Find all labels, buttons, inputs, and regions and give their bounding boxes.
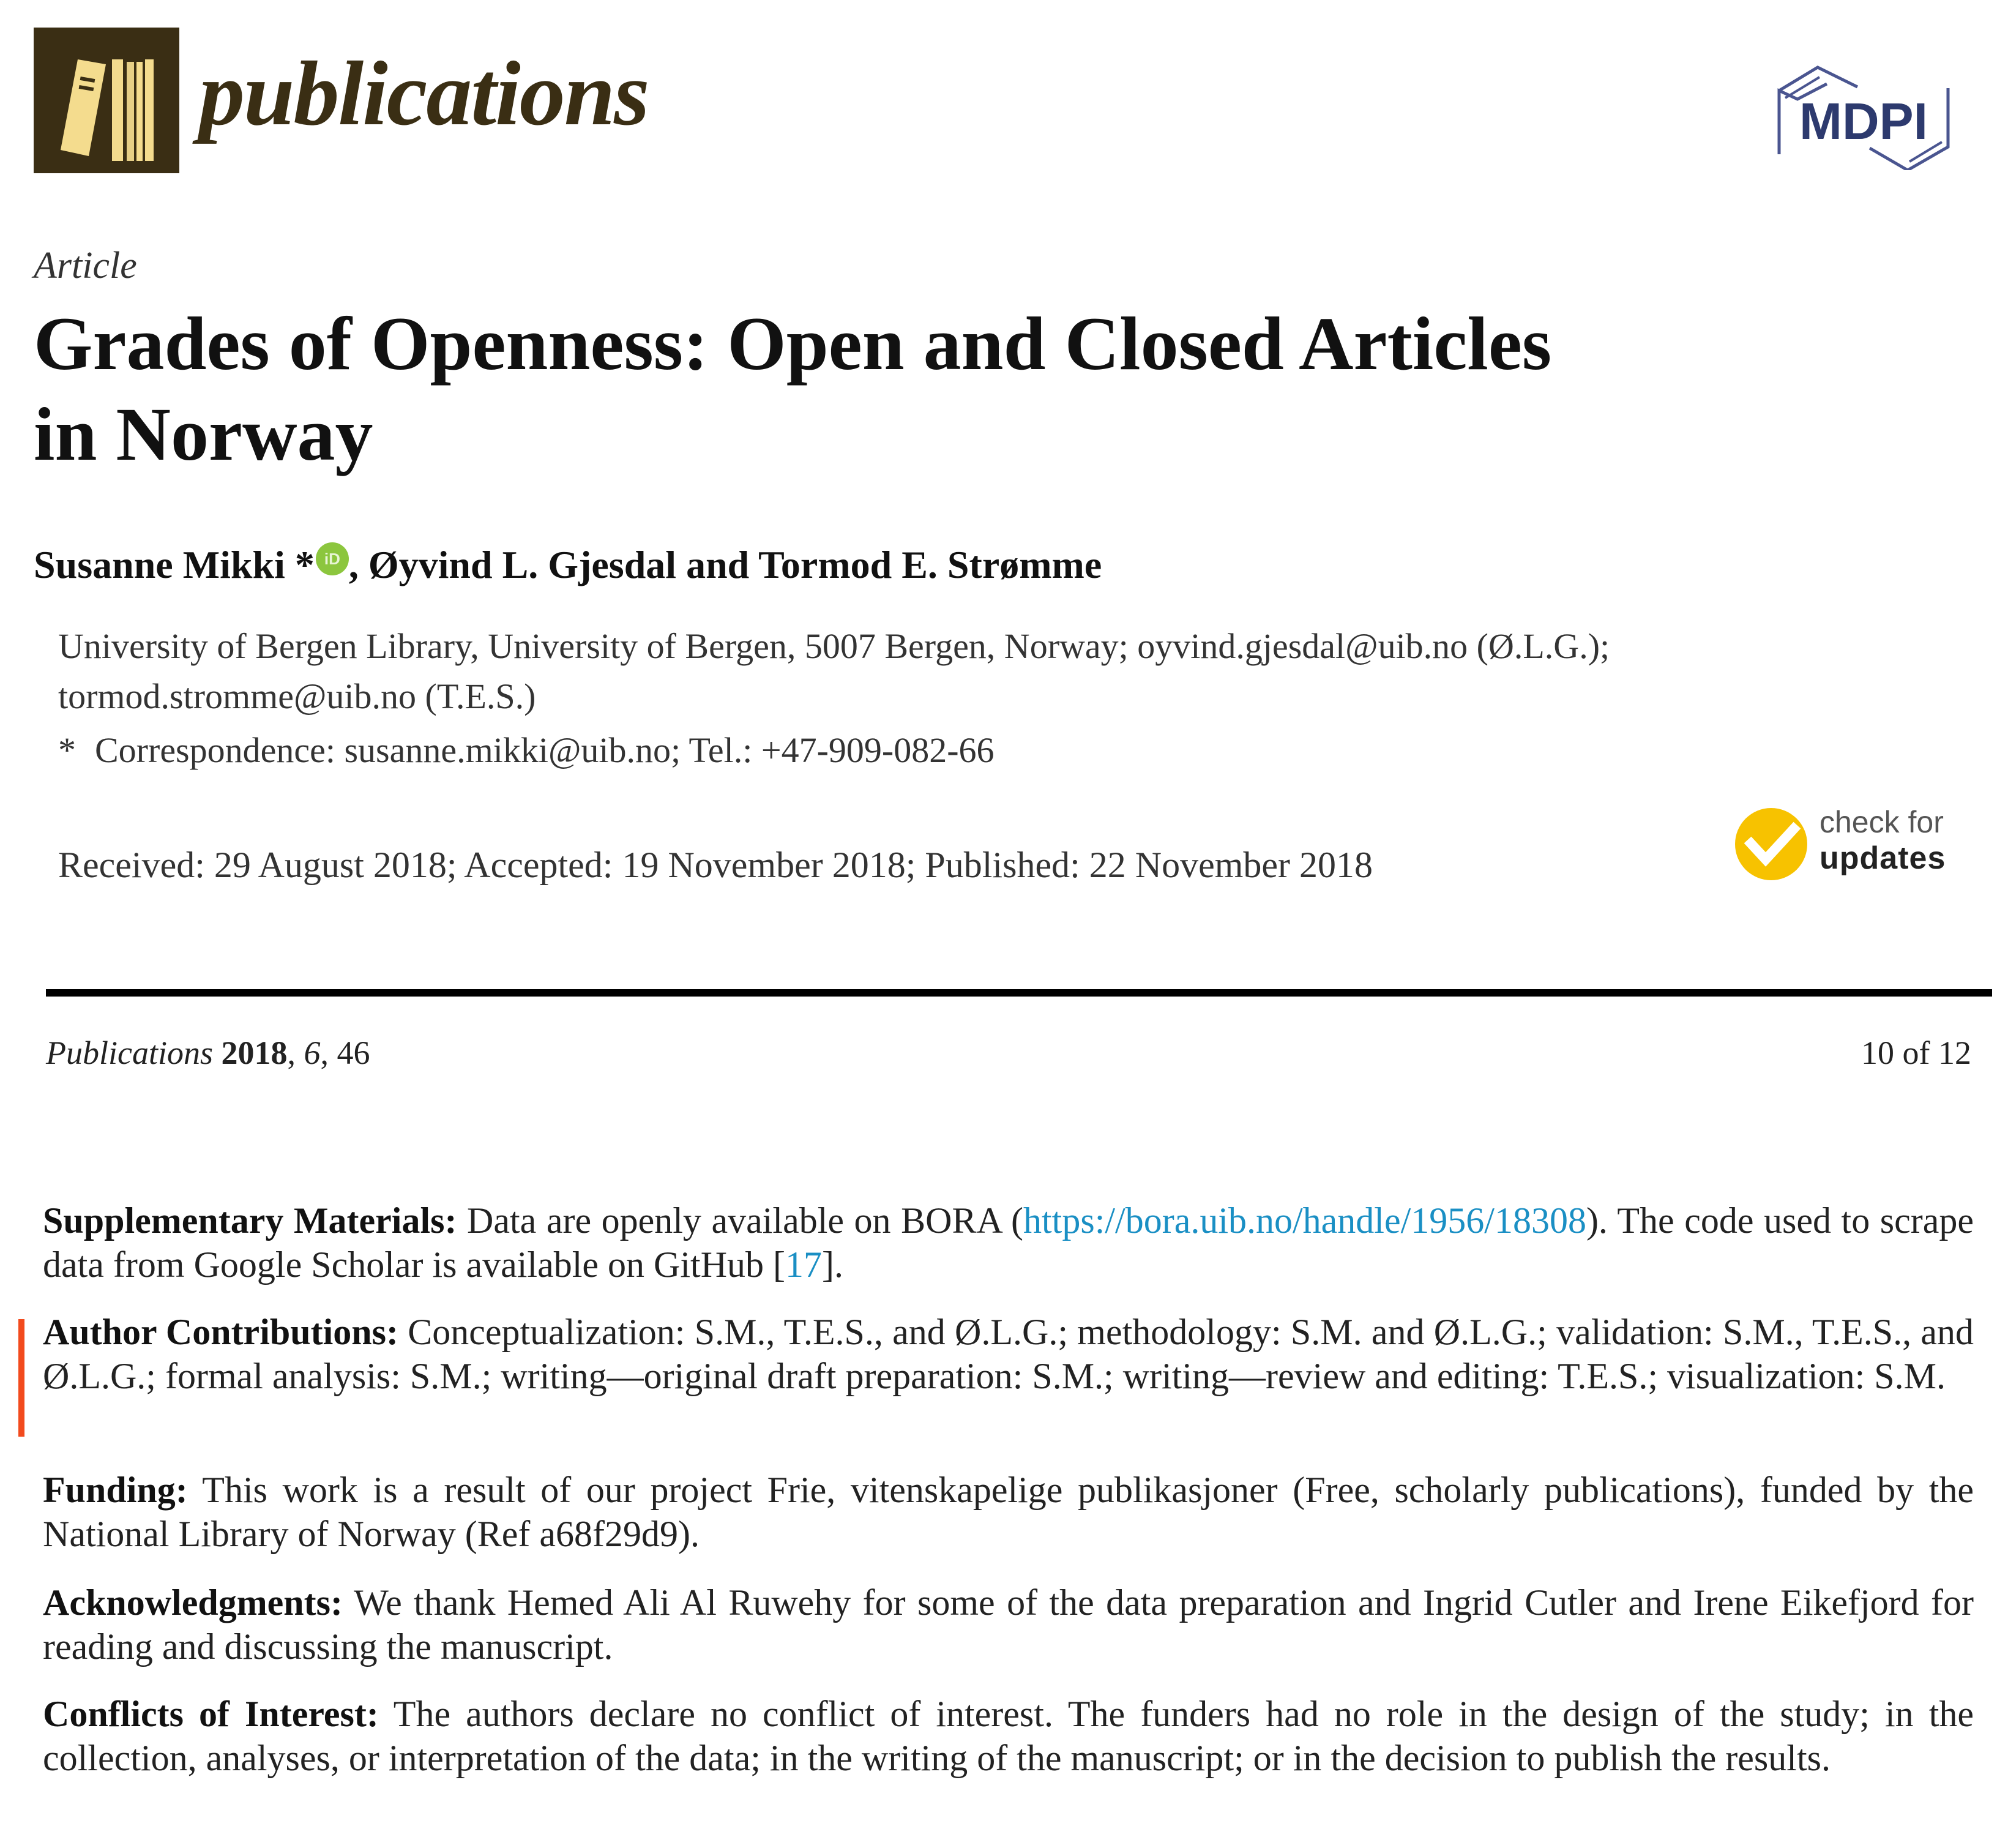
section-text: ). The code used to scrape data from Google Scholar is available on GitHub [ (43, 1200, 1974, 1285)
affiliation (58, 621, 1968, 722)
section-label: Acknowledgments: (43, 1582, 343, 1623)
conflicts-of-interest-section (43, 1692, 1974, 1780)
section-text: ]. (822, 1244, 843, 1285)
section-label: Author Contributions: (43, 1312, 398, 1352)
corresponding-author-mark: * (294, 543, 315, 586)
correspondence-text: Correspondence: susanne.mikki@uib.no; Tel.: +47-909-082-66 (95, 730, 995, 770)
journal-name: publications (199, 43, 649, 144)
section-text: Data are openly available on BORA ( (457, 1200, 1024, 1241)
journal-abbrev: Publications (46, 1034, 213, 1071)
page-number: 10 of 12 (1861, 1034, 1971, 1071)
section-label: Funding: (43, 1470, 188, 1510)
svg-text:MDPI: MDPI (1799, 92, 1928, 150)
bora-link[interactable]: https://bora.uib.no/handle/1956/18308 (1023, 1200, 1586, 1241)
section-text: We thank Hemed Ali Al Ruwehy for some of the data preparation and Ingrid Cutler and Irene Eikefjord for reading and discussing the manuscript. (43, 1582, 1974, 1667)
correspondence (58, 725, 995, 776)
section-label: Conflicts of Interest: (43, 1694, 379, 1734)
journal-logo-icon (34, 28, 179, 173)
section-label: Supplementary Materials: (43, 1200, 457, 1241)
article-type: Article (34, 245, 137, 286)
page-divider (46, 989, 1992, 997)
section-text: This work is a result of our project Frie, vitenskapelige publikasjoner (Free, scholarly publications), funded by the National Library of Norway (Ref a68f29d9). (43, 1470, 1974, 1554)
check-for-updates-button[interactable] (1735, 802, 1961, 888)
supplementary-materials-section (43, 1199, 1974, 1287)
affiliation-line-2: tormod.stromme@uib.no (T.E.S.) (58, 676, 536, 716)
orcid-icon[interactable]: iD (316, 542, 349, 575)
author-contributions-section (43, 1310, 1974, 1398)
section-text: Conceptualization: S.M., T.E.S., and Ø.L.G.; methodology: S.M. and Ø.L.G.; validation: S.M., T.E.S., and Ø.L.G.; formal analysis: S.M.; writing—original draft preparation: S.M.; writing—review and editing: T.E.S.; visualization: S.M. (43, 1312, 1974, 1396)
title-line-1: Grades of Openness: Open and Closed Articles (34, 302, 1552, 386)
updates-label: updates (1820, 840, 1946, 876)
author-name[interactable]: Susanne Mikki (34, 543, 285, 586)
other-authors: , Øyvind L. Gjesdal and Tormod E. Strømme (348, 543, 1102, 586)
title-line-2: in Norway (34, 392, 373, 476)
check-for-label: check for (1820, 805, 1944, 839)
author-list (34, 542, 1102, 589)
checkmark-icon (1735, 808, 1807, 880)
running-head: Publications 2018, 6, 46 (46, 1034, 370, 1071)
funding-section (43, 1468, 1974, 1556)
volume: 6 (304, 1034, 321, 1071)
correspondence-mark: * (58, 730, 76, 770)
mdpi-logo-icon (1772, 50, 1955, 170)
acknowledgments-section (43, 1581, 1974, 1669)
publication-dates: Received: 29 August 2018; Accepted: 19 November 2018; Published: 22 November 2018 (58, 845, 1373, 885)
article-number: 46 (337, 1034, 370, 1071)
section-text: The authors declare no conflict of interest. The funders had no role in the design of the study; in the collection, analyses, or interpretation of the data; in the writing of the manuscript; or in the decision to publish the results. (43, 1694, 1974, 1778)
article-title (34, 299, 1808, 480)
reference-link[interactable]: 17 (785, 1244, 823, 1285)
change-bar (18, 1319, 24, 1437)
books-icon (34, 28, 179, 173)
affiliation-line-1: University of Bergen Library, University of Bergen, 5007 Bergen, Norway; oyvind.gjesdal@uib.no (Ø.L.G.); (58, 626, 1610, 666)
year: 2018 (221, 1034, 288, 1071)
